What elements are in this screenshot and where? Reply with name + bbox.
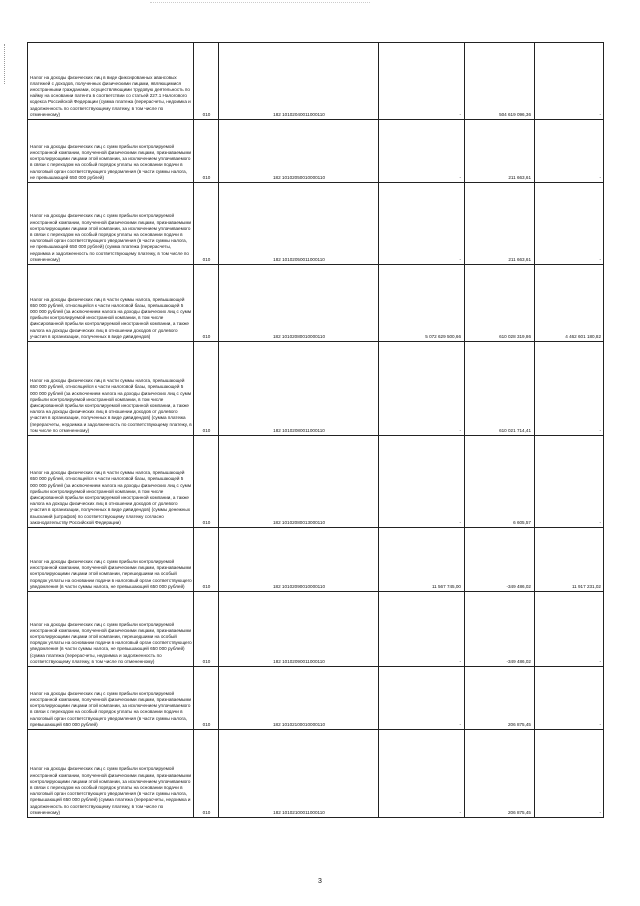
row-approved-amount: 5 072 629 500,66 (379, 265, 465, 341)
row-code: 010 (194, 592, 219, 666)
row-executed-amount: 206 875,45 (465, 667, 535, 729)
row-unexecuted-amount: - (535, 436, 604, 527)
row-name: Налог на доходы физических лиц в части суммы налога, превышающей 650 000 рублей, относящейся к части налоговой базы, превышающей 5 000 000 рублей (за исключением налога на доходы физических лиц с сумм прибыли контролируемой иностранной компании, в том числе фиксированной прибыли контролируемой иностранной компании, а также налога на доходы физических лиц в отношении доходов от долевого участия в организации, полученных в виде дивидендов) (28, 265, 194, 341)
table-row (28, 342, 604, 436)
row-code: 010 (194, 730, 219, 817)
row-executed-amount: -349 486,02 (465, 528, 535, 591)
row-unexecuted-amount: - (535, 183, 604, 264)
row-name: Налог на доходы физических лиц с сумм прибыли контролируемой иностранной компании, полученной физическими лицами, признаваемыми контролирующими лицами этой компании, за исключением уплачиваемого в связи с переходом на особый порядок уплаты на основании подачи в налоговый орган соответствующего уведомления (в части суммы налога, превышающей 650 000 рублей) (сумма платежа (перерасчеты, недоимка и задолженность по соответствующему платежу, в том числе по отмененному) (28, 730, 194, 817)
table-row (28, 183, 604, 265)
row-approved-amount: - (379, 730, 465, 817)
row-kbk: 182 10102050011000110 (219, 183, 379, 264)
row-kbk: 182 10102040011000110 (219, 43, 379, 119)
row-kbk: 182 10102050010000110 (219, 120, 379, 182)
row-executed-amount: 206 875,45 (465, 730, 535, 817)
row-kbk: 182 10102090010000110 (219, 528, 379, 591)
row-kbk: 182 10102080010000110 (219, 265, 379, 341)
row-code: 010 (194, 528, 219, 591)
row-code: 010 (194, 436, 219, 527)
row-code: 010 (194, 183, 219, 264)
page-number: 3 (318, 878, 322, 885)
row-unexecuted-amount: 4 462 601 180,82 (535, 265, 604, 341)
row-kbk: 182 10102100011000110 (219, 730, 379, 817)
revenue-table (27, 42, 604, 818)
row-approved-amount: - (379, 436, 465, 527)
row-executed-amount: 211 663,61 (465, 120, 535, 182)
table-row (28, 667, 604, 730)
row-kbk: 182 10102100010000110 (219, 667, 379, 729)
row-executed-amount: 610 021 714,41 (465, 342, 535, 435)
row-unexecuted-amount: - (535, 43, 604, 119)
row-code: 010 (194, 342, 219, 435)
row-name: Налог на доходы физических лиц с сумм прибыли контролируемой иностранной компании, полученной физическими лицами, признаваемыми контролирующими лицами этой компании, за исключением уплачиваемого в связи с переходом на особый порядок уплаты на основании подачи в налоговый орган соответствующего уведомления (в части суммы налога, не превышающей 650 000 рублей) (сумма платежа (перерасчеты, недоимка и задолженность по соответствующему платежу, в том числе по отмененному) (28, 183, 194, 264)
table-row (28, 43, 604, 120)
row-code: 010 (194, 120, 219, 182)
row-name: Налог на доходы физических лиц с сумм прибыли контролируемой иностранной компании, полученной физическими лицами, признаваемыми контролирующими лицами этой компании, за исключением уплачиваемого в связи с переходом на особый порядок уплаты на основании подачи в налоговый орган соответствующего уведомления (в части суммы налога, превышающей 650 000 рублей) (28, 667, 194, 729)
row-code: 010 (194, 667, 219, 729)
row-unexecuted-amount: - (535, 730, 604, 817)
row-executed-amount: 6 605,57 (465, 436, 535, 527)
table-row (28, 592, 604, 667)
row-approved-amount: - (379, 183, 465, 264)
row-approved-amount: 11 567 745,00 (379, 528, 465, 591)
scan-margin-mark (4, 44, 8, 84)
table-row (28, 528, 604, 592)
row-kbk: 182 10102080013000110 (219, 436, 379, 527)
scan-artifact-top (150, 2, 370, 5)
row-kbk: 182 10102080011000110 (219, 342, 379, 435)
row-executed-amount: 610 028 319,86 (465, 265, 535, 341)
row-executed-amount: 211 663,61 (465, 183, 535, 264)
table-row (28, 120, 604, 183)
table-row (28, 730, 604, 818)
row-executed-amount: 504 619 096,36 (465, 43, 535, 119)
row-unexecuted-amount: 11 917 231,02 (535, 528, 604, 591)
row-unexecuted-amount: - (535, 592, 604, 666)
row-name: Налог на доходы физических лиц в части суммы налога, превышающей 650 000 рублей, относящейся к части налоговой базы, превышающей 5 000 000 рублей (за исключением налога на доходы физических лиц с сумм прибыли контролируемой иностранной компании, в том числе фиксированной прибыли контролируемой иностранной компании, а также налога на доходы физических лиц в отношении доходов от долевого участия в организации, полученных в виде дивидендов) (сумма платежа (перерасчеты, недоимка и задолженность по соответствующему платежу, в том числе по отмененному) (28, 342, 194, 435)
row-approved-amount: - (379, 342, 465, 435)
row-approved-amount: - (379, 43, 465, 119)
row-name: Налог на доходы физических лиц с сумм прибыли контролируемой иностранной компании, полученной физическими лицами, признаваемыми контролирующими лицами этой компании, перешедшими на особый порядок уплаты на основании подачи в налоговый орган соответствующего уведомления (в части суммы налога, не превышающей 650 000 рублей) (28, 528, 194, 591)
row-approved-amount: - (379, 667, 465, 729)
table-row (28, 436, 604, 528)
row-unexecuted-amount: - (535, 120, 604, 182)
row-unexecuted-amount: - (535, 342, 604, 435)
row-code: 010 (194, 43, 219, 119)
row-kbk: 182 10102090011000110 (219, 592, 379, 666)
row-name: Налог на доходы физических лиц в части суммы налога, превышающей 650 000 рублей, относящейся к части налоговой базы, превышающей 5 000 000 рублей (за исключением налога на доходы физических лиц с сумм прибыли контролируемой иностранной компании, в том числе фиксированной прибыли контролируемой иностранной компании, а также налога на доходы физических лиц в отношении доходов от долевого участия в организации, полученных в виде дивидендов) (суммы денежных взысканий (штрафов) по соответствующему платежу согласно законодательству Российской Федерации) (28, 436, 194, 527)
row-code: 010 (194, 265, 219, 341)
row-name: Налог на доходы физических лиц в виде фиксированных авансовых платежей с доходов, полученных физическими лицами, являющимися иностранными гражданами, осуществляющими трудовую деятельность по найму на основании патента в соответствии со статьей 227.1 Налогового кодекса Российской Федерации (сумма платежа (перерасчеты, недоимка и задолженность по соответствующему платежу, в том числе по отмененному) (28, 43, 194, 119)
row-approved-amount: - (379, 120, 465, 182)
row-name: Налог на доходы физических лиц с сумм прибыли контролируемой иностранной компании, полученной физическими лицами, признаваемыми контролирующими лицами этой компании, перешедшими на особый порядок уплаты на основании подачи в налоговый орган соответствующего уведомления (в части суммы налога, не превышающей 650 000 рублей) (сумма платежа (перерасчеты, недоимка и задолженность по соответствующему платежу, в том числе по отмененному) (28, 592, 194, 666)
row-name: Налог на доходы физических лиц с сумм прибыли контролируемой иностранной компании, полученной физическими лицами, признаваемыми контролирующими лицами этой компании, за исключением уплачиваемого в связи с переходом на особый порядок уплаты на основании подачи в налоговый орган соответствующего уведомления (в части суммы налога, не превышающей 650 000 рублей) (28, 120, 194, 182)
row-executed-amount: -349 486,02 (465, 592, 535, 666)
table-row (28, 265, 604, 342)
row-unexecuted-amount: - (535, 667, 604, 729)
row-approved-amount: - (379, 592, 465, 666)
